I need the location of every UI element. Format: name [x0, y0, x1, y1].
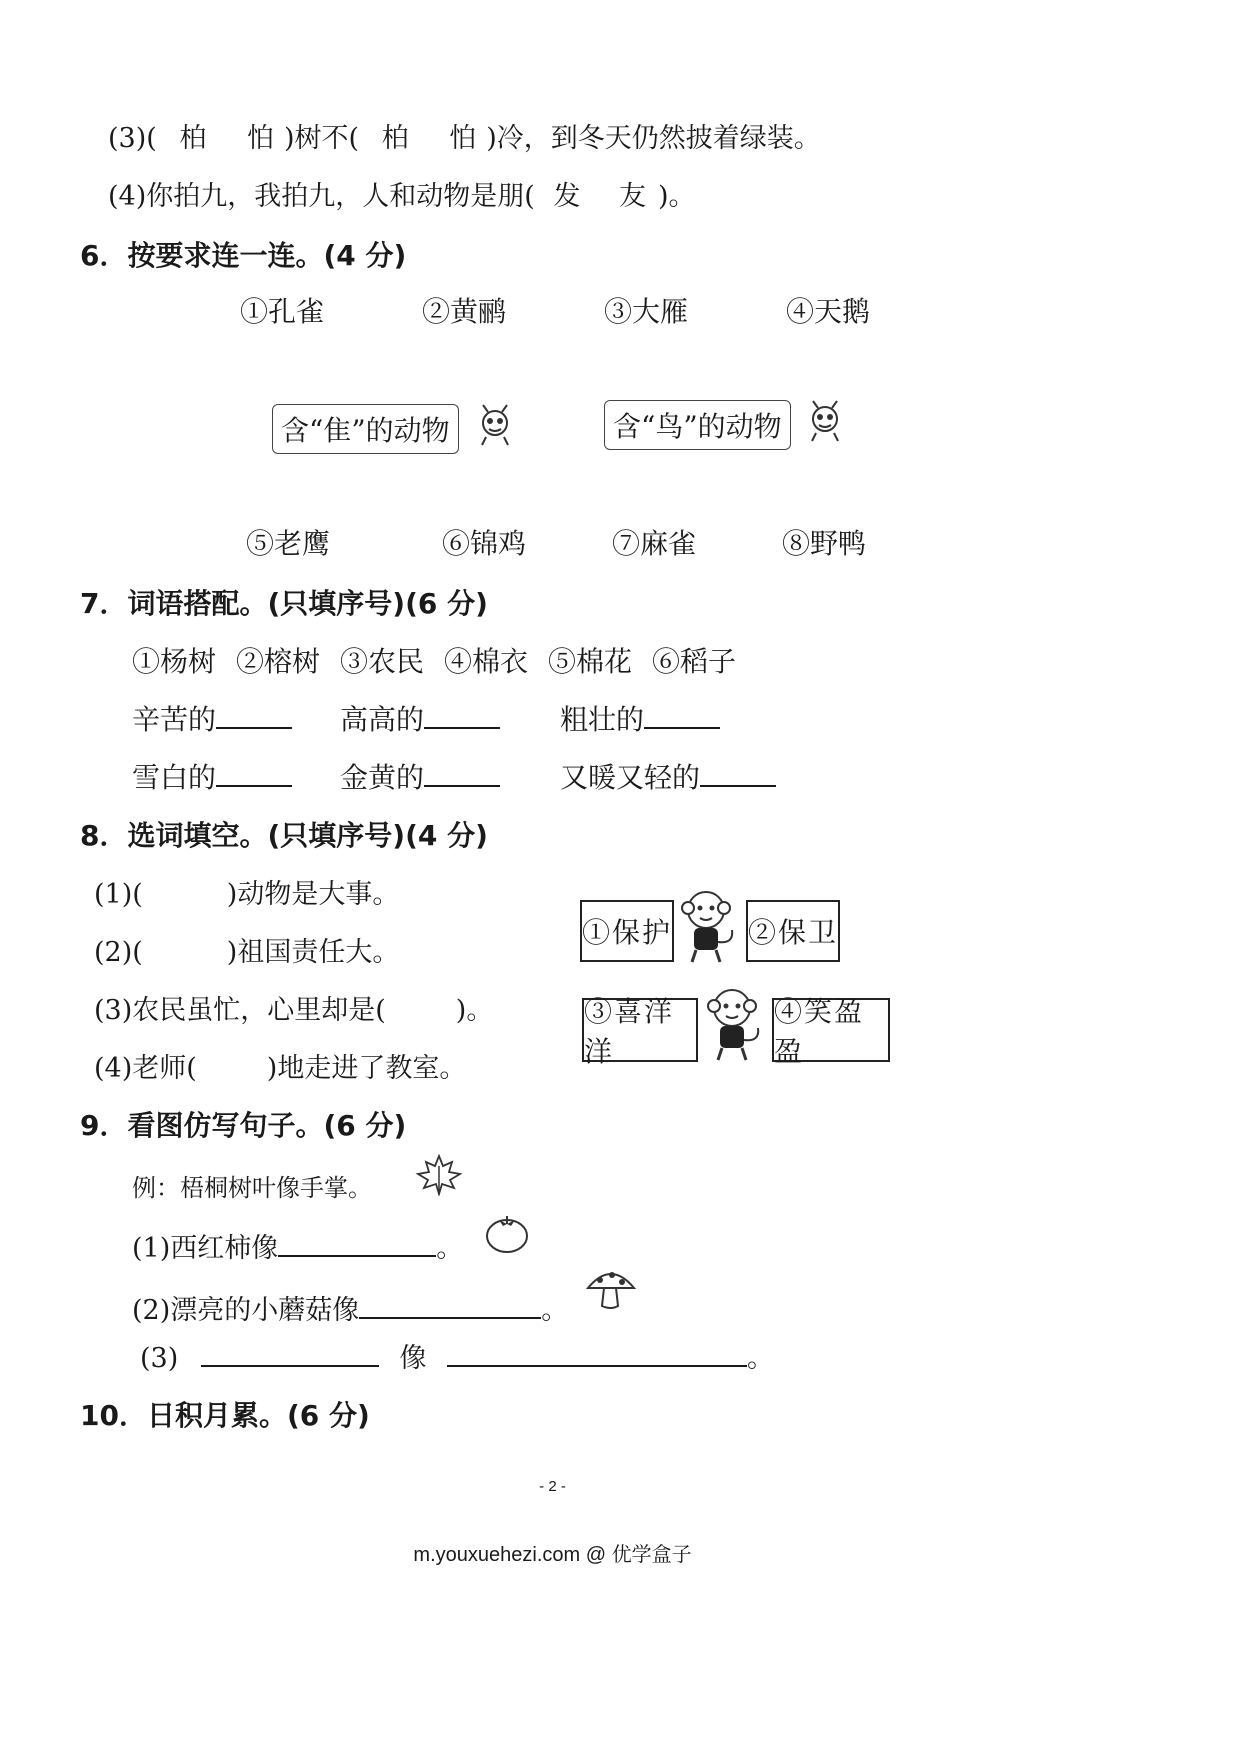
- q8-item-tail: )祖国责任大。: [226, 937, 400, 968]
- q5-item3-opt4: 怕: [449, 123, 477, 154]
- answer-blank[interactable]: [359, 1291, 541, 1319]
- q8-word: ①保护: [582, 916, 673, 949]
- q7-label: 又暖又轻的: [560, 761, 701, 794]
- q8-item-head: (1)(: [94, 879, 143, 910]
- q8-item: [94, 988, 493, 1027]
- q8-item-head: (3)农民虽忙，心里却是(: [94, 995, 386, 1026]
- q9-s1-pre: (1)西红柿像: [132, 1233, 279, 1264]
- q9-sentence-2: [132, 1288, 568, 1327]
- q7-option: ③农民: [340, 645, 425, 678]
- q8-item-head: (4)老师(: [94, 1053, 197, 1084]
- monkey-icon: [678, 886, 738, 966]
- monkey-icon: [704, 984, 764, 1064]
- q8-item: [94, 872, 399, 911]
- q9-s2-pre: (2)漂亮的小蘑菇像: [132, 1295, 360, 1326]
- q5-item3-opt3: 柏: [381, 123, 409, 154]
- q9-sentence-3: [140, 1336, 774, 1375]
- q6-tag-niao-label: 含“鸟”的动物: [613, 410, 782, 443]
- q7-title: 7．词语搭配。(只填序号)(6 分): [80, 587, 488, 620]
- q10-title: 10．日积月累。(6 分): [80, 1399, 370, 1432]
- q6-top-item: ④天鹅: [786, 295, 871, 328]
- q7-row1-item: [340, 698, 500, 738]
- q9-title: 9．看图仿写句子。(6 分): [80, 1109, 407, 1142]
- answer-blank[interactable]: [278, 1229, 436, 1257]
- q5-item3-mid: )树不(: [283, 123, 360, 154]
- q8-word-box: [580, 900, 674, 962]
- q9-sentence-1: [132, 1226, 463, 1265]
- q8-item-tail: )地走进了教室。: [266, 1053, 467, 1084]
- q7-row2-item: [132, 756, 292, 796]
- q5-item3-num: (3)(: [108, 123, 157, 154]
- q9-s3-post: 。: [747, 1343, 775, 1374]
- q6-top-item: ③大雁: [604, 295, 689, 328]
- q8-word-box: [746, 900, 840, 962]
- q8-word: ③喜洋洋: [584, 995, 675, 1068]
- q8-word: ④笑盈盈: [774, 995, 865, 1068]
- q8-item-head: (2)(: [94, 937, 143, 968]
- q8-item: [94, 930, 399, 969]
- q6-title: 6．按要求连一连。(4 分): [80, 239, 407, 272]
- q5-item-4: [108, 174, 696, 213]
- mushroom-icon: [584, 1264, 638, 1314]
- q7-option: ②榕树: [236, 645, 321, 678]
- q6-tag-zhui-label: 含“隹”的动物: [281, 414, 450, 447]
- q5-item4-opt1: 发: [553, 181, 581, 212]
- q5-item3-opt1: 柏: [179, 123, 207, 154]
- q7-label: 金黄的: [340, 761, 425, 794]
- q7-label: 高高的: [340, 703, 425, 736]
- q9-s3-num: (3): [140, 1343, 179, 1374]
- q5-item4-tail: )。: [657, 181, 696, 212]
- q9-s1-post: 。: [436, 1233, 464, 1264]
- q6-tag-niao: [604, 400, 791, 450]
- ant-icon: [806, 400, 844, 442]
- answer-blank[interactable]: [644, 701, 720, 729]
- q8-word-box: [772, 995, 890, 1068]
- maple-leaf-icon: [414, 1152, 464, 1196]
- answer-blank[interactable]: [700, 759, 776, 787]
- q7-label: 辛苦的: [132, 703, 217, 736]
- tomato-icon: [482, 1208, 532, 1256]
- q6-bottom-item: ⑧野鸭: [782, 527, 867, 560]
- q8-item-tail: )。: [455, 995, 494, 1026]
- answer-blank[interactable]: [424, 701, 500, 729]
- q9-s2-post: 。: [541, 1295, 569, 1326]
- q8-word: ②保卫: [748, 916, 839, 949]
- q7-option: ④棉衣: [444, 645, 529, 678]
- q8-title: 8．选词填空。(只填序号)(4 分): [80, 819, 488, 852]
- q7-option: ⑥稻子: [652, 645, 737, 678]
- q8-item: [94, 1046, 466, 1085]
- site-watermark: m.youxuehezi.com @ 优学盒子: [413, 1544, 692, 1566]
- q5-item4-head: (4)你拍九，我拍九，人和动物是朋(: [108, 181, 535, 212]
- q6-bottom-item: ⑦麻雀: [612, 527, 697, 560]
- ant-icon: [476, 404, 514, 446]
- q9-example: 例：梧桐树叶像手掌。: [132, 1174, 372, 1202]
- q7-row2-item: [340, 756, 500, 796]
- q5-item3-opt2: 怕: [246, 123, 274, 154]
- answer-blank[interactable]: [201, 1339, 379, 1367]
- q6-bottom-item: ⑤老鹰: [246, 527, 331, 560]
- q7-row2-item: [560, 756, 776, 796]
- q9-s3-mid: 像: [399, 1343, 427, 1374]
- q6-top-item: ①孔雀: [240, 295, 325, 328]
- answer-blank[interactable]: [447, 1339, 747, 1367]
- q7-option: ①杨树: [132, 645, 217, 678]
- q6-top-item: ②黄鹂: [422, 295, 507, 328]
- q6-bottom-item: ⑥锦鸡: [442, 527, 527, 560]
- answer-blank[interactable]: [424, 759, 500, 787]
- q7-option: ⑤棉花: [548, 645, 633, 678]
- q8-item-tail: )动物是大事。: [226, 879, 400, 910]
- q5-item4-opt2: 友: [618, 181, 646, 212]
- q7-label: 粗壮的: [560, 703, 645, 736]
- q7-label: 雪白的: [132, 761, 217, 794]
- q7-row1-item: [560, 698, 720, 738]
- answer-blank[interactable]: [216, 701, 292, 729]
- page-number: - 2 -: [539, 1478, 566, 1495]
- q7-row1-item: [132, 698, 292, 738]
- answer-blank[interactable]: [216, 759, 292, 787]
- q8-word-box: [582, 995, 698, 1068]
- q6-tag-zhui: [272, 404, 459, 454]
- q5-item3-tail: )冷，到冬天仍然披着绿装。: [486, 123, 821, 154]
- q5-item-3: [108, 116, 821, 155]
